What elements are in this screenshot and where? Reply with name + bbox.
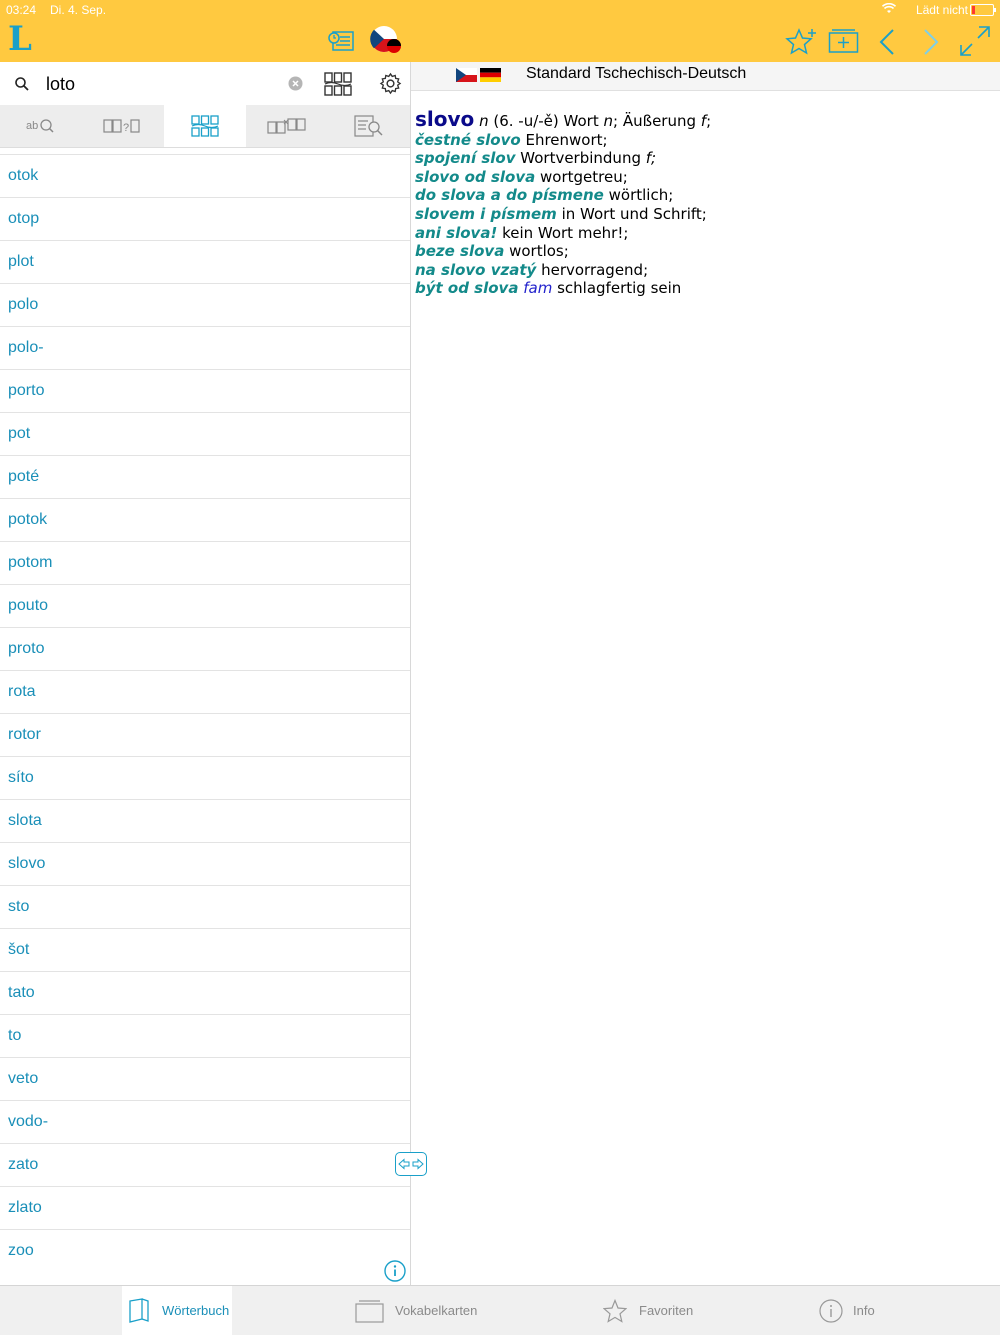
- list-item[interactable]: rotor: [0, 713, 410, 756]
- phrase-translation: wörtlich;: [608, 186, 674, 205]
- split-resize-handle[interactable]: [395, 1152, 427, 1176]
- info-icon: [819, 1299, 843, 1323]
- resize-arrows-icon: [398, 1158, 424, 1170]
- tab-info[interactable]: [819, 1286, 899, 1335]
- bottom-tab-bar: [0, 1285, 1000, 1335]
- phrase-line: [415, 224, 985, 243]
- list-item[interactable]: sto: [0, 885, 410, 928]
- list-item[interactable]: rota: [0, 670, 410, 713]
- fuzzy-search-tab[interactable]: [164, 105, 246, 147]
- dictionary-title: Standard Tschechisch-Deutsch: [526, 65, 747, 82]
- list-item[interactable]: pouto: [0, 584, 410, 627]
- list-item[interactable]: zato: [0, 1143, 410, 1186]
- list-item[interactable]: tato: [0, 971, 410, 1014]
- list-item[interactable]: slota: [0, 799, 410, 842]
- list-item[interactable]: zlato: [0, 1186, 410, 1229]
- phrase-gender: f;: [645, 149, 657, 168]
- phrase-line: [415, 168, 985, 187]
- language-flag-icon[interactable]: [370, 25, 402, 55]
- phrase-source: spojení slov: [415, 149, 516, 168]
- entry-head: slovo n (6. -u/-ě) Wort n; Äußerung f;: [415, 107, 712, 131]
- tab-label: Wörterbuch: [162, 1303, 230, 1318]
- phrase-line: [415, 279, 985, 298]
- word-list-panel: [0, 62, 410, 1285]
- wildcard-search-icon: [103, 117, 143, 135]
- phrase-source: do slova a do písmene: [415, 186, 604, 205]
- list-item[interactable]: polo: [0, 283, 410, 326]
- list-item[interactable]: pot: [0, 412, 410, 455]
- list-item[interactable]: porto: [0, 369, 410, 412]
- top-toolbar: [0, 0, 1000, 62]
- back-icon[interactable]: [878, 28, 896, 56]
- list-item[interactable]: to: [0, 1014, 410, 1057]
- czech-flag-icon: [456, 68, 477, 82]
- svg-text:ab: ab: [26, 120, 39, 132]
- phrase-line: [415, 131, 985, 150]
- german-flag-icon: [480, 68, 501, 82]
- add-vocab-card-icon[interactable]: [828, 28, 860, 54]
- phrase-line: [415, 205, 985, 224]
- expand-icon[interactable]: [958, 24, 992, 58]
- tab-label: Vokabelkarten: [395, 1303, 478, 1318]
- phrase-source: čestné slovo: [415, 130, 521, 149]
- phrase-translation: wortlos;: [509, 242, 569, 261]
- translation-gender: n: [603, 112, 614, 130]
- list-item[interactable]: zoo: [0, 1229, 410, 1272]
- phrase-line: [415, 242, 985, 261]
- tab-label: Info: [853, 1303, 875, 1318]
- dictionary-entry: [415, 107, 985, 298]
- search-bar: [0, 62, 410, 105]
- add-favorite-icon[interactable]: [784, 26, 818, 58]
- status-date: Di. 4. Sep.: [50, 3, 107, 17]
- list-item[interactable]: síto: [0, 756, 410, 799]
- headword: slovo: [415, 107, 475, 131]
- usage-label: fam: [523, 279, 553, 298]
- tab-woerterbuch[interactable]: [122, 1286, 232, 1335]
- cross-search-tab[interactable]: [246, 105, 328, 147]
- forward-icon[interactable]: [922, 28, 940, 56]
- anagram-search-tab[interactable]: [0, 105, 82, 147]
- phrase-source: beze slova: [415, 242, 505, 261]
- panel-divider: [410, 62, 411, 1285]
- list-item[interactable]: šot: [0, 928, 410, 971]
- phrase-translation: Ehrenwort;: [525, 130, 608, 149]
- dictionary-header: [411, 62, 1000, 91]
- list-item[interactable]: otok: [0, 154, 410, 197]
- charging-status: Lädt nicht: [915, 3, 968, 17]
- list-item[interactable]: potom: [0, 541, 410, 584]
- list-item[interactable]: plot: [0, 240, 410, 283]
- wildcard-search-tab[interactable]: [82, 105, 164, 147]
- headword-gender: n: [479, 112, 489, 130]
- phrase-line: [415, 186, 985, 205]
- phrase-source: být od slova: [415, 279, 519, 298]
- phrase-translation: in Wort und Schrift;: [561, 204, 707, 223]
- phrase-source: na slovo vzatý: [415, 260, 537, 279]
- phrase-source: slovo od slova: [415, 167, 536, 186]
- search-icon: [14, 76, 30, 92]
- phrase-source: ani slova!: [415, 223, 498, 242]
- fulltext-search-icon: [354, 115, 384, 137]
- list-item[interactable]: proto: [0, 627, 410, 670]
- search-mode-tabs: [0, 105, 410, 148]
- star-icon: [603, 1299, 627, 1323]
- history-icon[interactable]: [326, 28, 356, 54]
- translation-gender: f: [700, 112, 707, 130]
- status-time: 03:24: [6, 3, 37, 17]
- phrase-source: slovem i písmem: [415, 204, 557, 223]
- list-item[interactable]: polo-: [0, 326, 410, 369]
- search-mode-grid-icon[interactable]: [324, 72, 352, 96]
- phrase-translation: kein Wort mehr!;: [502, 223, 629, 242]
- phrase-translation: hervorragend;: [541, 260, 649, 279]
- cross-search-icon: [267, 116, 307, 136]
- search-input[interactable]: [46, 70, 276, 98]
- translation: ; Äußerung: [613, 112, 696, 130]
- grammar-info: (6. -u/-ě): [493, 112, 559, 130]
- word-list: [0, 154, 410, 1272]
- phrase-translation: schlagfertig sein: [557, 279, 682, 298]
- fuzzy-search-icon: [191, 115, 219, 137]
- wifi-icon: [882, 3, 896, 14]
- list-item[interactable]: poté: [0, 455, 410, 498]
- book-icon: [128, 1298, 150, 1324]
- list-item[interactable]: otop: [0, 197, 410, 240]
- list-item[interactable]: vodo-: [0, 1100, 410, 1143]
- tab-favoriten[interactable]: [603, 1286, 723, 1335]
- phrase-line: [415, 149, 985, 168]
- phrase-line: [415, 261, 985, 280]
- phrase-translation: wortgetreu;: [540, 167, 628, 186]
- info-circle-icon[interactable]: [384, 1260, 406, 1282]
- settings-gear-icon[interactable]: [379, 72, 402, 95]
- tab-label: Favoriten: [639, 1303, 694, 1318]
- phrase-translation: Wortverbindung: [520, 149, 641, 168]
- cards-icon: [355, 1299, 385, 1323]
- tab-vokabelkarten[interactable]: [355, 1286, 495, 1335]
- fulltext-search-tab[interactable]: [328, 105, 410, 147]
- clear-search-icon[interactable]: [288, 76, 303, 91]
- anagram-search-icon: [26, 116, 56, 136]
- list-item[interactable]: slovo: [0, 842, 410, 885]
- list-item[interactable]: potok: [0, 498, 410, 541]
- battery-icon: [970, 4, 994, 16]
- translation: Wort: [563, 112, 599, 130]
- svg-text:?: ?: [123, 122, 130, 134]
- list-item[interactable]: veto: [0, 1057, 410, 1100]
- phrase-list: [415, 131, 985, 298]
- app-logo: L: [8, 19, 32, 59]
